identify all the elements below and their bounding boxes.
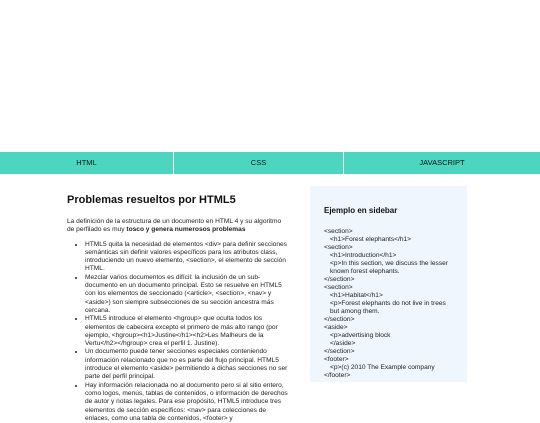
intro-bold-text: tosco y genera numerosos problemas <box>126 226 246 234</box>
nav-item-html[interactable]: HTML <box>0 152 173 174</box>
page-title: Problemas resueltos por HTML5 <box>67 194 236 206</box>
list-item: • HTML5 quita la necesidad de elementos <div> para definir secciones semánticas sin definir valores específicos para los atributos class, introduciendo un nuevo elemento, <section>, el elemento de sección HTML. <box>85 241 289 274</box>
sidebar-title: Ejemplo en sidebar <box>324 206 398 215</box>
intro-paragraph <box>67 218 289 235</box>
sidebar-example <box>310 186 467 382</box>
code-line: <h1>Introduction</h1> <box>330 252 397 259</box>
code-line: </footer> <box>324 372 351 379</box>
list-item: • Hay información relacionada no al documento pero si al sitio entero, como logos, menús, tablas de contenidos, o información de derechos de autor y notas legales. Para ese propósito, HTML5 introduce tres elementos de sección específicos: <nav> para colecciones de enlaces, como una tabla de contenidos, <footer> y <box>85 382 289 423</box>
code-line: <p>In this section, we discuss the lesser known forest elephants. <box>330 260 450 275</box>
code-line: </aside> <box>330 340 356 347</box>
code-line: <footer> <box>324 356 349 363</box>
intro-text: La definición de la estructura de un documento en HTML 4 y su algoritmo de perfilado es muy <box>67 218 282 234</box>
code-line: <section> <box>324 284 353 291</box>
list-item: • Un documento puede tener secciones especiales conteniendo información relacionado que no es parte del flujo principal. HTML5 introduce el elemento <aside> permitiendo a dichas secciones no ser parte del perfil principal. <box>85 348 289 381</box>
problems-list <box>67 241 289 423</box>
nav-item-css[interactable]: CSS <box>174 152 343 174</box>
code-line: </section> <box>324 316 355 323</box>
code-line: </section> <box>324 348 355 355</box>
code-line: <p>Forest elephants do not live in trees but among them. <box>330 300 448 315</box>
code-line: <section> <box>324 244 353 251</box>
code-line: <p>advertising block <box>330 332 391 339</box>
list-item: • Mezclar varios documentos es difícil: la inclusión de un sub-documento en un documento principal. Esto se resuelve en HTML5 con los elementos de seccionado (<article>, <section>, <nav> y <aside>) son siempre subsecciones de su sección ancestra más cercana. <box>85 274 289 315</box>
code-line: <section> <box>324 228 353 235</box>
list-item: • HTML5 introduce el elemento <hgroup> que oculta todos los elementos de cabecera excepto el primero de más alto rango (por ejemplo, <hgroup><h1>Justine</h1><h2>Les Malheurs de la Vertu</h2></hgroup> crea el perfil 1. Justine). <box>85 315 289 348</box>
top-nav <box>0 152 540 174</box>
code-line: <h1>Forest elephants</h1> <box>330 236 412 243</box>
code-line: <p>(c) 2010 The Example company <box>330 364 435 371</box>
code-block <box>324 228 453 380</box>
code-line: </section> <box>324 276 355 283</box>
nav-item-javascript[interactable]: JAVASCRIPT <box>344 152 540 174</box>
code-line: <aside> <box>324 324 348 331</box>
code-line: <h1>Habitat</h1> <box>330 292 383 299</box>
main-content <box>67 194 289 423</box>
